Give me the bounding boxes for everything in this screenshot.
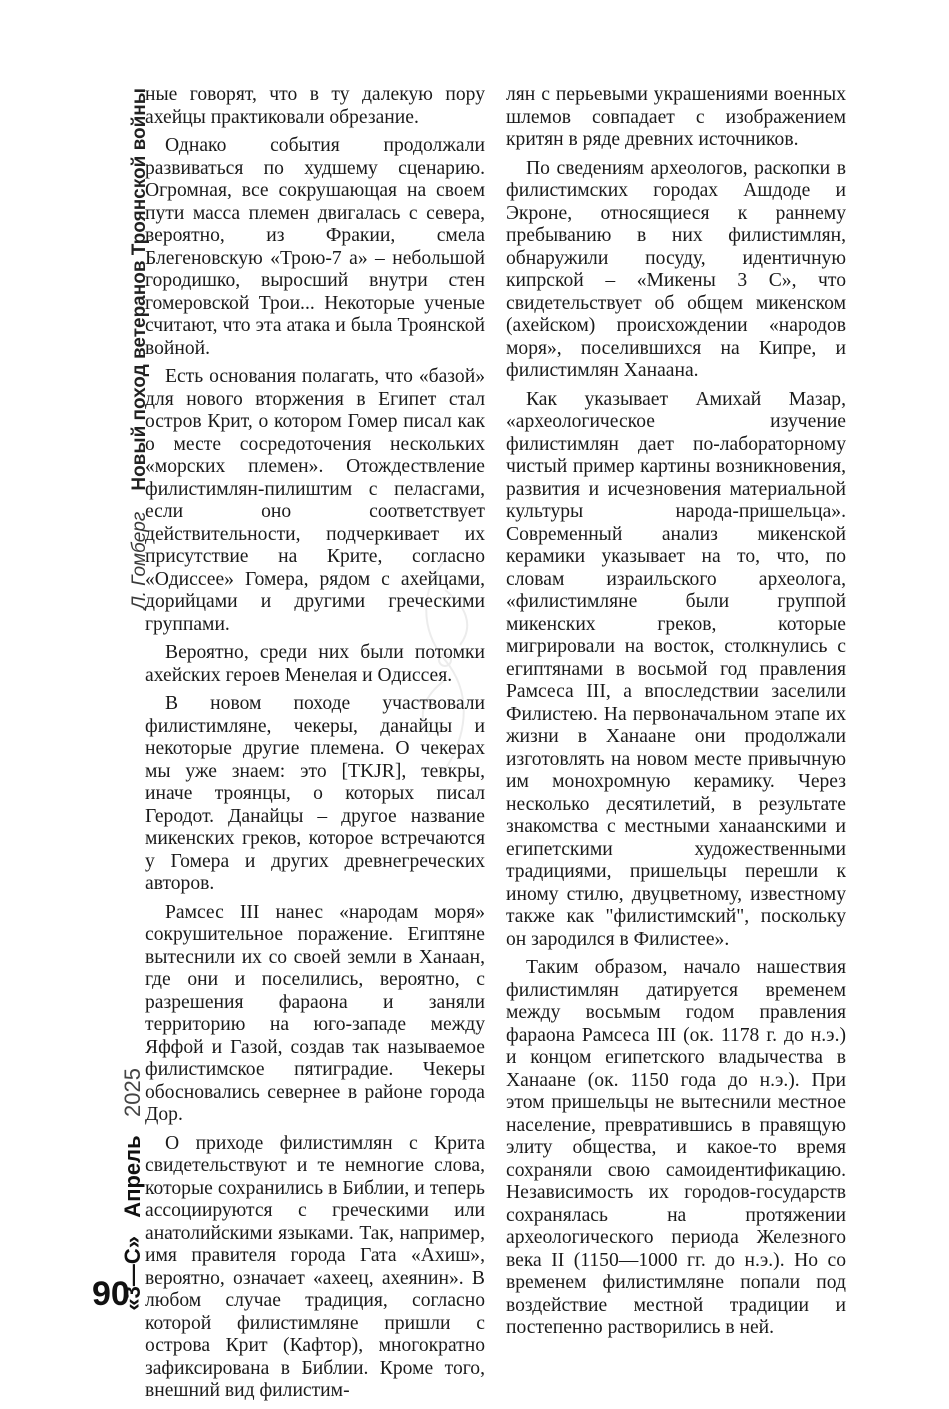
paragraph: О приходе филистимлян с Крита свидетельствуют и те немногие слова, которые сохранились в Библии, и теперь ассоциируются с греческими или анатолийскими языками. Так, например, имя правителя города Гата «Ахиш», вероятно, означает «ахеец, ахеянин». В любом случае традиция, согласно которой филистимляне пришли с острова Крит (Кафтор), многократно зафиксирована в Библии. Кроме того, внешний вид филистим- bbox=[145, 1132, 485, 1401]
magazine-name: «3—С» bbox=[120, 1236, 145, 1311]
issue-year: 2025 bbox=[120, 1068, 145, 1117]
paragraph: Рамсес III нанес «народам моря» сокрушительное поражение. Египтяне вытеснили их со своей земли в Ханаан, где они и поселились, вероятно, с разрешения фараона и заняли территорию на юго-западе между Яффой и Газой, создав так называемое филистимское пятиградие. Чекеры обосновались севернее в районе города Дор. bbox=[145, 901, 485, 1125]
paragraph: Как указывает Амихай Мазар, «археологическое изучение филистимлян дает по-лабораторному чистый пример картины возникновения, развития и исчезновения материальной культуры народа-пришельца». Современный анализ микенской керамики указывает на то, что, по словам израильского археолога, «филистимляне были группой микенских греков, которые мигрировали на восток, столкнулись с египтянами в восьмой год правления Рамсеса III, а впоследствии заселили Филистею. На первоначальном этапе их жизни в Ханаане они продолжали изготовлять на новом месте привычную им монохромную керамику. Через несколько десятилетий, в результате знакомства с местными ханаанскими и египетскими художественными традициями, пришельцы перешли к иному стилю, двуцветному, известному также как "филистимский", поскольку он зародился в Филистее». bbox=[506, 388, 846, 950]
article-title: Новый поход ветеранов Троянской войны bbox=[129, 88, 150, 491]
right-column bbox=[506, 84, 846, 1346]
paragraph: ные говорят, что в ту далекую пору ахейцы практиковали обрезание. bbox=[145, 84, 485, 128]
paragraph: Однако события продолжали развиваться по худшему сценарию. Огромная, все сокрушающая на своем пути масса племен двигалась с севера, вероятно, из Фракии, смела Блегеновскую «Трою-7 а» – небольшой городишко, выросший внутри стен гомеровской Трои... Некоторые ученые считают, что эта атака и была Троянской войной. bbox=[145, 135, 485, 359]
paragraph: Есть основания полагать, что «базой» для нового вторжения в Египет стал остров Крит, о котором Гомер писал как о месте сосредоточения нескольких «морских племен». Отождествление филистимлян-пилиштим с пеласгами, если оно соответствует действительности, подчеркивает их присутствие на Крите, согласно «Одиссее» Гомера, рядом с ахейцами, дорийцами и другими греческими группами. bbox=[145, 366, 485, 635]
author-name: Л. Гомберг bbox=[129, 511, 150, 610]
paragraph: Вероятно, среди них были потомки ахейских героев Менелая и Одиссея. bbox=[145, 642, 485, 686]
paragraph: В новом походе участвовали филистимляне, чекеры, данайцы и некоторые другие племена. О чекерах мы уже знаем: это [TKJR], тевкры, иначе троянцы, о которых писал Геродот. Данайцы – другое название микенских греков, которое встречаются у Гомера и других древнегреческих авторов. bbox=[145, 693, 485, 894]
paragraph: По сведениям археологов, раскопки в филистимских городах Ашдоде и Экроне, относящиеся к раннему пребыванию в них филистимлян, обнаружили посуду, идентичную кипрской – «Микены 3 С», что свидетельствует об общем микенском (ахейском) происхождении «народов моря», поселившихся на Кипре, и филистимлян Ханаана. bbox=[506, 157, 846, 381]
issue-month: Апрель bbox=[120, 1135, 145, 1218]
page-number: 90 bbox=[92, 1275, 130, 1313]
paragraph: лян с перьевыми украшениями военных шлемов совпадает с изображением критян в ряде древних источников. bbox=[506, 84, 846, 150]
left-column bbox=[145, 84, 485, 1409]
paragraph: Таким образом, начало нашествия филистимлян датируется временем между восьмым годом правления фараона Рамсеса III (ок. 1178 г. до н.э.) и концом египетского владычества в Ханаане (ок. 1150 года до н.э.). При этом пришельцы не вытеснили местное население, превратившись в правящую элиту общества, и какое-то время сохраняли свою самоидентификацию. Независимость их городов-государств сохранялась на протяжении археологического периода Железного века II (1150—1000 гг. до н.э.). Но со временем филистимляне попали под воздействие местной традиции и постепенно растворились в ней. bbox=[506, 957, 846, 1338]
